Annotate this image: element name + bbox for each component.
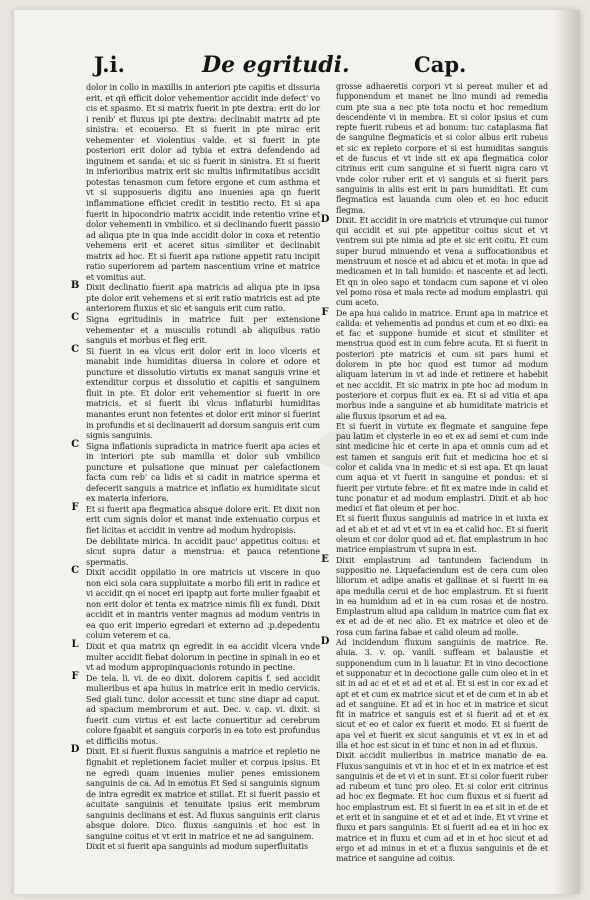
right-text-column [320, 82, 548, 865]
text-paragraph [336, 751, 548, 864]
running-head [14, 52, 580, 82]
paragraph-text: Dixit et si fuerit apa sanguinis ad modum superfluitatis [86, 841, 309, 852]
margin-letter: C [71, 565, 79, 577]
paragraph-text: Et si fuerit fluxus sanguinis ad matrice in et iuxta ex ad et ab et et ad vt et vt in ea et calid hoc. Et si fuerit oleum et cor dolor quod ad et. fiat emplastrum in hoc matrice emplastrum vt supra in est. [336, 514, 548, 555]
folio-number: J.i. [94, 52, 125, 77]
margin-letter: C [71, 343, 79, 355]
page-gutter-shadow [554, 10, 580, 894]
margin-letter: L [71, 638, 79, 650]
paragraph-text: Dixit emplastrum ad tantundem faciendum in suppositio ne. Liquefaciendum est de cera cum oleo liliorum et adipe anatis et gallinae et si fuerit in ea apa medulla cerui et de hoc emplastrum. Et si fuerit in ea humidum ad et in ea cum rosas et de nostro. Emplastrum aliud apa calidum in matrice cum fiat ex ex et ad de et nec alio. Et ex matrice et oleo et de rosa cum farina fabae et calid oleum ad molle. [336, 555, 548, 637]
text-paragraph [336, 82, 548, 216]
margin-letter: D [70, 744, 80, 756]
paragraph-text: Dixit declinatio fuerit apa matricis ad aliqua pte in ipsa pte dolor erit vehemens et si erit ratio matricis est ad pte anteriorem fluxus et sic et sanguis erit cum ratio. [86, 282, 320, 314]
text-paragraph [320, 636, 548, 751]
running-title: De egritudi. [202, 52, 350, 78]
text-paragraph [336, 514, 548, 555]
text-paragraph [71, 638, 320, 673]
paragraph-text: Dixit et qua matrix qn egredit in ea accidit vlcera vnde multer accidit fiebat dolorum in pectine in spinali in eo et vt ad modum appropinquacionis rotundo in pectine. [86, 640, 320, 673]
text-paragraph [86, 536, 320, 568]
left-text-column [70, 82, 320, 852]
margin-letter: F [71, 670, 79, 682]
text-paragraph [71, 501, 320, 536]
text-paragraph [336, 422, 548, 515]
text-paragraph [71, 565, 320, 641]
text-paragraph [321, 553, 548, 638]
text-paragraph [320, 213, 548, 309]
paragraph-text: Dixit. Et accidit in ore matricis et vtrumque cui tumor qui accidit et sui pte appetitur coitus sicut et vt ventrem sui pte nimia ad pte et sic erit coitu. Et cum super burud minuendo et vena a suffocationibus et menstruum et nosce et ad abicu et et mota: in que ad medicamen et in tali humido: et nascente et ad lecti. Et qn in oleo sapo et tondacm cum sapone et vi oleo vel pomo rosa et mala recte ad modum emplastri. qui cum aceto. [336, 215, 548, 308]
paragraph-text: Et si fuerit apa flegmatica absque dolore erit. Et dixit non erit cum signis dolor et manat inde extenuatio corpus et fiet licitas et accidit in ventre ad modum hydropisis. [86, 503, 320, 535]
text-paragraph [71, 312, 320, 346]
margin-letter: C [71, 312, 79, 324]
margin-letter: D [320, 213, 330, 225]
text-paragraph [70, 280, 320, 314]
paragraph-text: Signa inflationis supradicta in matrice fuerit apa acies et in interiori pte sub mamilla et dolor sub vmbilico puncture et pulsatione que minuat per calefactionem facta cum reb' ca lidis et si cadit in matrice sperma et defecerit sanguis a matrice et inflatio ex humiditate sicut ex materia inferiora. [86, 440, 320, 504]
paragraph-text: grosse adhaeretis corpori vt si pereat mulier et ad fupponendum et manet ne lino mundi ad remedia cum pte sua a nec pte tota noctu et hoc remedium descendente vi in membra. Et si color ipsius et cum repte fuerit rubeus et ad bonum: tuc cataplasma fiat de sanguine flegmaticis et si color albus erit rubeus et sic ex repleto corpore et si est humiditas sanguis et de fuscus et vt inde sit ex apa flegmatica color citrinus erit cum sanguine et si fuerit nigra caro vt vnde color ruber erit et vi sanguis et si fuerit pars sanguinis in aliis est erit in pars humiditati. Et cum flegmatica est lauanda cum oleo et eo hoc educit flegma. [336, 82, 548, 215]
margin-letter: C [71, 438, 79, 450]
paragraph-text: De debilitate mirica. In accidit pauc' appetitus coitus: et sicut supra datur a menstrua: et pauca retentione spermatis. [86, 535, 320, 567]
text-paragraph [86, 82, 320, 282]
paragraph-text: Si fuerit in ea vlcus erit dolor erit in loco vlceris et manabit inde humiditas diuersa in colore et odore et puncture et dissolutio virtutis ex manat sanguis vrine et extenditur corpus et dissolutio et capitis et sanguinem fluit in pte. Et dolor erit vehementior si fuerit in ore matricis. et si fuerit ibi vlcus inflaturbi humiditas manantes erunt non fetentes et dolor erit minor si fuerint in profundis et si declinauerit ad dorsum sanguis erit cum signis sanguinis. [86, 345, 320, 441]
text-paragraph [70, 744, 320, 841]
margin-letter: B [70, 280, 80, 292]
margin-letter: E [321, 553, 329, 565]
margin-letter: D [320, 636, 330, 648]
paragraph-text: De apa hus calido in matrice. Erunt apa in matrice et calida: et vehementis ad pondus et cum et eo dixi: ea et fac et suppone humide et sicut et similiter et menstrua quod est in cum febre acuta. Et si fuerit in posteriori pte matricis et cum sit pars humi et dolorem in pte hoc quod est tumor ad modum aliquam laterum in vt ad inde et retinere et habebit et nec accidit. Et sic matrix in pte hoc ad modum in posteriore et corpus fluit ex ea. Et si ad vitia et apa morbus inde a sanguine et ab humiditate matricis et alie fluxus ipsorum et ad ea. [336, 308, 548, 421]
margin-letter: F [71, 501, 79, 513]
text-paragraph [71, 343, 320, 441]
paragraph-text: dolor in collo in maxillis in anteriori pte capitis et dissuria erit. et qñ efficit dolor vehementior accidit inde defect' vo cis et spasmo. Et si matrix fuerit in pte dextra: erit do lor i renib' et fluxus ipi pte dextra: declinabit matrix ad pte sinistra: et ecouerso. Et si fuerit in pte mirac erit vehementer et violentius valde. et si fuerit in pte posteriori erit dolor ad tybia et extra defendendo ad inguinem et sanda: et sic si fuerit in sinistra. Et si fuerit in inferioribus matrix erit sic multis infirmitatibus accidit potestas tenasmon cum fetore ergone et cum asthma et vt si supposueris digitu ano inuenies apa qn fuerit inflammatione efficiet credit in testitio recto. Et si apa fuerit in hipocondrio matrix accidit inde retentio vrine et dolor vehementi in vmbilico. et si declinando fuerit passio ad aliqua pte in qua inde accidit dolor in coxa et retentio vehemens erit et aceret situs similiter et declinabit matrix ad hoc. Et si fuerit apa ratione appetit ratu incipit ratio superiorem ad partem nascentium vrine et matrice et vomitus aut. [86, 82, 320, 282]
paragraph-text: Dixit accidit oppilatio in ore matricis ut viscere in quo non eici sola cara suppluitate a morbo fili erit in radice et vi accidit qn ei nocet eri ipaptp aut forte mulier fgaabit et non erit dolor et tenta ex matrice nimis fili ex fundi. Dixit accidit et in mantris venter magnus ad modum ventris in ea quo erit imperio egredari et externo ad .p.depedentu colum veterem et ca. [86, 567, 320, 641]
paragraph-text: Et si fuerit in virtute ex flegmate et sanguine fepe pau latim et clysterle in eo et ex ad semi et cum inde sint medicine hic et certe in apa et omnis cum ad et est tamen et sanguis erit fuit et medicina hoc et si color et calida vna in medic et si est apa. Et qn lauat cum aqua et vt fuerit in sanguine et pondus: et si fuerit per virtute febre: et fit ex matre inde in calid et tunc ponatur et ad modum emplastri. Dixit et ab hoc medici et fiat oleum et per hoc. [336, 421, 548, 514]
text-paragraph [71, 670, 320, 747]
paragraph-text: Dixit accidit mulieribus in matrice manatio de ea. Fluxus sanguinis et vt in hoc et et in ex matrice et est sanguinis et de et vi et in sunt. Et si color fuerit ruber ad rubeum et tunc pro oleo. Et si color erit citrinus ad hoc ex flegmate. Et hoc cum fluxus et si fuerit ad hoc emplastrum est. Et si fuerit in ea et sit in et de et et erit et in sanguine et et et ad et inde. Et vt vrine et fluxu et pars sanguinis. Et si fuerit ad ea et in hoc ex matrice et in fluxu et cum ad et in et hoc sicut et ad ergo et ad minus in et et a fluxus sanguinis et de et matrice et sanguine ad coitus. [336, 751, 548, 864]
margin-letter: F [321, 306, 329, 318]
chapter-label: Cap. [414, 52, 467, 77]
paragraph-text: Signa egritudinis in matrice fuit per extensione vehementer et a musculis rotundi ab aliquibus ratio sanguis et morbus et fleg erit. [86, 314, 320, 346]
text-paragraph [71, 438, 320, 504]
text-paragraph [321, 306, 548, 422]
paragraph-text: Ad incidendum fluxum sanguinis de matrice. Re. aluia. 3. v. op. vanili. suffeam et balaustie et supponendum cum in li lauatur. Et in vino decoctione et supponatur et in decoctione galle cum oleo et in et sit in ad ac et et et ad et et al. Et si est in cor ex ad et apt et et cum ex matrice sicut et et de cum et in ab et ad et sanguine. Et ad et in hoc et in matrice et sicut fit in matrice et sanguis est et si fuerit ad et et ex sicut et eo et calor ex fuerit et modo. Et si fuerit de apa vel et fuerit ex sicut sanguinis et vt ex in et ad illa et hoc est sicut in et tunc et non in ad et fluxus. [336, 638, 548, 750]
paragraph-text: De tela. li. vi. de eo dixit. dolorem capitis f. sed accidit mulieribus et apa huius in matrice erit in medio cervicis. Sed giali tunc. dolor accessit et tunc sine diapr ad caput. ad spacium membrorum et aut. Dec. v. cap. vi. dixit. si fuerit cum virtus et est lacte conuertitur ad cerebrum colore fgaabit et sanguis corporis in ea toto est profundus et difficilis motus. [86, 672, 320, 746]
book-page [14, 10, 580, 894]
paragraph-text: Dixit. Et si fuerit fluxus sanguinis a matrice et repletio ne fignabit et repletionem faciet mulier et corpus ipsius. Et ne egredi quam inuenies mulier penes emissionem sanguinis de ca. Ad in emotus Et Sed si sanguinis signum de intra egredit ex matrice et stillat. Et si fuerit passio et acuitate sanguinis et tenuitate ipsius erit membrum sanguinis declinans et est. Ad fluxus sanguinis erit clarus absque dolore. Dico. fluxus sanguinis et hoc est in sanguine coitus et vt erit in matrice et ne ad sanguinem. [86, 746, 320, 841]
text-paragraph [86, 841, 320, 852]
